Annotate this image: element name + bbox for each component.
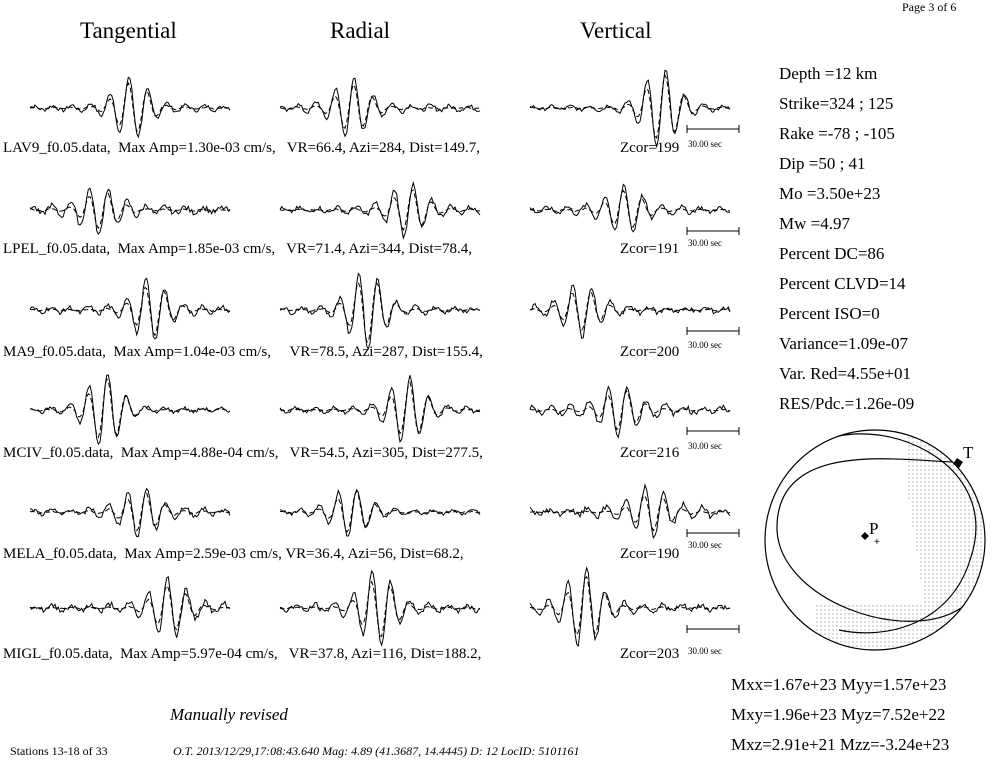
- station-name: MCIV_f0.05.data: [3, 445, 110, 461]
- seismogram-trace: [30, 563, 230, 653]
- seismogram-trace: [30, 265, 230, 355]
- moment-tensor-line-3: Mxz=2.91e+21 Mzz=-3.24e+23: [731, 735, 950, 754]
- zcor-label: Zcor=190: [620, 546, 680, 562]
- vr: VR=54.5,: [289, 445, 349, 461]
- param-percent-clvd: Percent CLVD=14: [779, 274, 906, 293]
- station-name: LPEL_f0.05.data: [3, 241, 107, 257]
- column-title-vertical: Vertical: [580, 18, 652, 43]
- moment-tensor-line-2: Mxy=1.96e+23 Myz=7.52e+22: [731, 705, 946, 724]
- azi: Azi=116,: [350, 646, 407, 662]
- synthetic-waveform: [30, 193, 230, 228]
- synthetic-waveform: [280, 190, 480, 230]
- page-number: Page 3 of 6: [902, 0, 957, 14]
- t-axis-label: T: [963, 443, 974, 462]
- vr: VR=71.4,: [286, 241, 346, 257]
- center-plus: +: [874, 537, 880, 548]
- param-strike: Strike=324 ; 125: [779, 94, 894, 113]
- station-name: LAV9_f0.05.data: [3, 140, 107, 156]
- time-scale-bar: [686, 226, 742, 236]
- station-name: MELA_f0.05.data: [3, 546, 113, 562]
- seismogram-trace: [280, 563, 480, 653]
- nodal-plane-1: [815, 434, 976, 633]
- synthetic-waveform: [30, 287, 230, 335]
- seismogram-trace: [530, 563, 730, 653]
- param-rake: Rake =-78 ; -105: [779, 124, 895, 143]
- time-scale-bar: [686, 528, 742, 538]
- param-percent-dc: Percent DC=86: [779, 244, 885, 263]
- vr: VR=37.8,: [288, 646, 348, 662]
- vr: VR=78.5,: [289, 344, 349, 360]
- revision-note: Manually revised: [170, 705, 288, 724]
- param-dip: Dip =50 ; 41: [779, 154, 866, 173]
- param-depth: Depth =12 km: [779, 64, 878, 83]
- p-axis-marker: [861, 532, 869, 540]
- station-name: MIGL_f0.05.data: [3, 646, 109, 662]
- beachball-diagram: [755, 420, 995, 660]
- param-percent-iso: Percent ISO=0: [779, 304, 880, 323]
- scale-label: 30.00 sec: [688, 238, 722, 248]
- time-scale-bar: [686, 624, 742, 634]
- observed-waveform: [30, 77, 230, 137]
- scale-label: 30.00 sec: [688, 139, 722, 149]
- scale-label: 30.00 sec: [688, 441, 722, 451]
- scale-label: 30.00 sec: [688, 540, 722, 550]
- time-scale-bar: [686, 326, 742, 336]
- time-scale-bar: [686, 124, 742, 134]
- nodal-plane-2: [777, 459, 961, 622]
- synthetic-waveform: [530, 496, 730, 531]
- synthetic-waveform: [280, 491, 480, 532]
- vr: VR=66.4,: [286, 140, 347, 156]
- zcor-label: Zcor=199: [620, 140, 680, 156]
- max-amp: Max Amp=1.30e-03 cm/s,: [118, 140, 276, 156]
- max-amp: Max Amp=1.85e-03 cm/s,: [117, 241, 276, 257]
- footer-stations: Stations 13-18 of 33: [10, 744, 108, 758]
- station-label-row: MA9_f0.05.data, Max Amp=1.04e-03 cm/s, VR=78.5, Azi=287, Dist=155.4,: [3, 344, 483, 360]
- dist: Dist=155.4,: [411, 344, 483, 360]
- column-title-radial: Radial: [330, 18, 391, 43]
- observed-waveform: [530, 185, 730, 232]
- seismogram-trace: [30, 467, 230, 557]
- scale-label: 30.00 sec: [688, 646, 722, 656]
- station-label-row: LAV9_f0.05.data, Max Amp=1.30e-03 cm/s, VR=66.4, Azi=284, Dist=149.7,: [3, 140, 481, 156]
- param-mw: Mw =4.97: [779, 214, 850, 233]
- azi: Azi=344,: [348, 241, 405, 257]
- observed-waveform: [280, 274, 480, 349]
- observed-waveform: [280, 571, 480, 645]
- dist: Dist=277.5,: [411, 445, 483, 461]
- zcor-label: Zcor=203: [620, 646, 680, 662]
- azi: Azi=56,: [347, 546, 397, 562]
- seismogram-trace: [280, 467, 480, 557]
- zcor-label: Zcor=216: [620, 445, 680, 461]
- synthetic-waveform: [280, 582, 480, 637]
- synthetic-waveform: [30, 586, 230, 630]
- dist: Dist=149.7,: [409, 140, 481, 156]
- t-axis-marker: [953, 458, 963, 468]
- station-label-row: MIGL_f0.05.data, Max Amp=5.97e-04 cm/s, VR=37.8, Azi=116, Dist=188.2,: [3, 646, 482, 662]
- zcor-label: Zcor=191: [620, 241, 680, 257]
- seismogram-trace: [30, 365, 230, 455]
- azi: Azi=305,: [351, 445, 409, 461]
- observed-waveform: [530, 70, 730, 146]
- footer-event-info: O.T. 2013/12/29,17:08:43.640 Mag: 4.89 (41.3687, 14.4445) D: 12 LocID: 5101161: [173, 744, 580, 758]
- max-amp: Max Amp=2.59e-03 cm/s,: [124, 546, 282, 562]
- param-mo: Mo =3.50e+23: [779, 184, 881, 203]
- vr: VR=36.4,: [285, 546, 345, 562]
- time-scale-bar: [686, 426, 742, 436]
- dist: Dist=68.2,: [400, 546, 464, 562]
- station-label-row: MELA_f0.05.data, Max Amp=2.59e-03 cm/s, VR=36.4, Azi=56, Dist=68.2,: [3, 546, 464, 562]
- param-variance: Variance=1.09e-07: [779, 334, 909, 353]
- azi: Azi=287,: [351, 344, 409, 360]
- max-amp: Max Amp=5.97e-04 cm/s,: [120, 646, 278, 662]
- station-name: MA9_f0.05.data: [3, 344, 103, 360]
- dist: Dist=188.2,: [410, 646, 482, 662]
- station-label-row: LPEL_f0.05.data, Max Amp=1.85e-03 cm/s, VR=71.4, Azi=344, Dist=78.4,: [3, 241, 472, 257]
- column-title-tangential: Tangential: [80, 18, 177, 43]
- azi: Azi=284,: [348, 140, 406, 156]
- station-label-row: MCIV_f0.05.data, Max Amp=4.88e-04 cm/s, VR=54.5, Azi=305, Dist=277.5,: [3, 445, 483, 461]
- seismogram-trace: [280, 365, 480, 455]
- scale-label: 30.00 sec: [688, 340, 722, 350]
- seismogram-trace: [280, 265, 480, 355]
- observed-waveform: [30, 489, 230, 537]
- observed-waveform: [280, 78, 480, 136]
- dist: Dist=78.4,: [408, 241, 472, 257]
- synthetic-waveform: [30, 379, 230, 437]
- param-res-pdc: RES/Pdc.=1.26e-09: [779, 394, 915, 413]
- zcor-label: Zcor=200: [620, 344, 680, 360]
- moment-tensor-line-1: Mxx=1.67e+23 Myy=1.57e+23: [731, 675, 947, 694]
- max-amp: Max Amp=1.04e-03 cm/s,: [113, 344, 272, 360]
- param-var-red: Var. Red=4.55e+01: [779, 364, 912, 383]
- max-amp: Max Amp=4.88e-04 cm/s,: [120, 445, 279, 461]
- synthetic-waveform: [530, 191, 730, 228]
- p-axis-label: P: [869, 519, 879, 538]
